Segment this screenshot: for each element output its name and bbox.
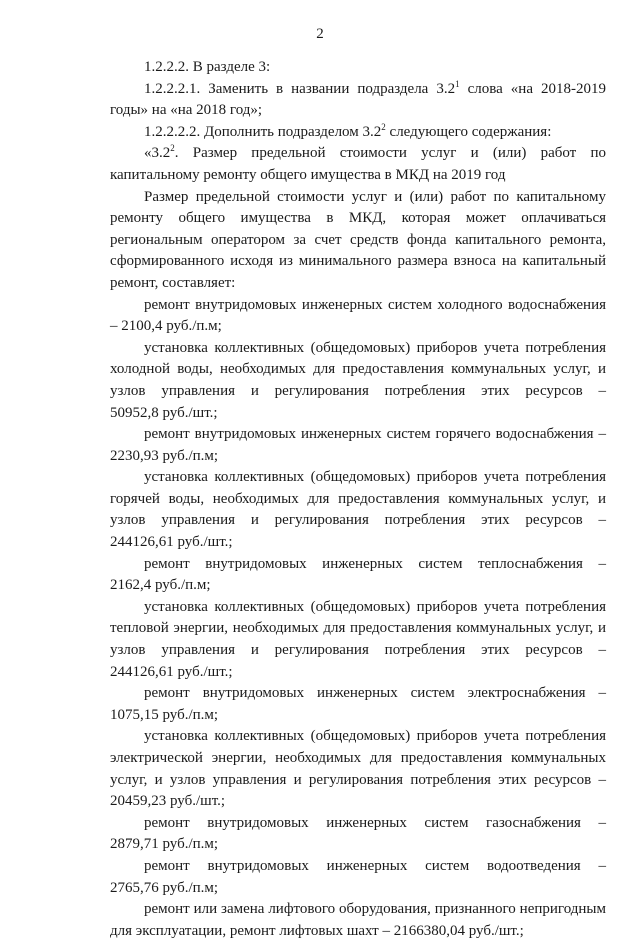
paragraph-text: «3.2 <box>144 145 171 162</box>
amendment-add <box>110 122 606 144</box>
paragraph-text: 1.2.2.2.2. Дополнить подразделом 3.2 <box>144 123 382 140</box>
cost-item-value: 244126,61 руб./шт.; <box>110 534 233 551</box>
cost-item-value: 2230,93 руб./п.м; <box>110 447 219 464</box>
subsection-title <box>110 143 606 186</box>
cost-item-value: 2162,4 руб./п.м; <box>110 577 211 594</box>
paragraph-text: следующего содержания: <box>385 123 552 140</box>
cost-item-description: ремонт внутридомовых инженерных систем горячего водоснабжения – <box>144 426 606 443</box>
cost-list-item <box>110 295 606 338</box>
superscript: 2 <box>381 121 386 132</box>
cost-item-description: ремонт внутридомовых инженерных систем водоотведения – <box>144 857 606 874</box>
paragraph-text: Размер предельной стоимости услуг и (или) работ по капитальному ремонту общего имущества в МКД, которая может оплачиваться региональным оператором за счет средств фонда капитального ремонта, сформированного исходя из минимального размера взноса на капитальный ремонт, составляет: <box>110 188 606 291</box>
cost-item-description: установка коллективных (общедомовых) приборов учета потребления горячей воды, необходимых для предоставления коммунальных услуг, и узлов управления и регулирования потребления этих ресурсов – <box>110 469 606 529</box>
superscript: 1 <box>455 78 460 89</box>
cost-list-item <box>110 899 606 942</box>
cost-item-description: установка коллективных (общедомовых) приборов учета потребления тепловой энергии, необходимых для предоставления коммунальных услуг, и узлов управления и регулирования потребления этих ресурсов – <box>110 598 606 659</box>
amendment-replace <box>110 79 606 122</box>
document-body <box>110 57 606 942</box>
cost-list <box>110 295 606 942</box>
cost-list-item <box>110 597 606 683</box>
section-heading <box>110 57 606 79</box>
cost-item-value: 20459,23 руб./шт.; <box>110 793 226 810</box>
page-number: 2 <box>316 26 324 42</box>
cost-item-value: 1075,15 руб./п.м; <box>110 706 219 723</box>
cost-list-item <box>110 554 606 597</box>
cost-item-value: 2100,4 руб./п.м; <box>121 318 222 335</box>
cost-list-item <box>110 856 606 899</box>
cost-item-description: ремонт внутридомовых инженерных систем электроснабжения – <box>144 685 606 702</box>
cost-item-description: ремонт внутридомовых инженерных систем газоснабжения – <box>144 814 606 831</box>
paragraph-text: слова «на 2018-2019 годы» на «на 2018 год»; <box>110 80 606 119</box>
cost-item-description: ремонт или замена лифтового оборудования, признанного непригодным для эксплуатации, ремонт лифтовых шахт – <box>110 901 606 939</box>
cost-item-value: 2166380,04 руб./шт.; <box>393 922 524 939</box>
paragraph-text: 1.2.2.2.1. Заменить в названии подраздела 3.2 <box>144 80 456 97</box>
cost-list-item <box>110 726 606 812</box>
cost-item-value: 244126,61 руб./шт.; <box>110 663 233 680</box>
cost-list-item <box>110 683 606 726</box>
cost-list-item <box>110 424 606 467</box>
cost-item-value: 2765,76 руб./п.м; <box>110 879 219 896</box>
paragraph-text: . Размер предельной стоимости услуг и (или) работ по капитальному ремонту общего имущества в МКД на 2019 год <box>110 145 606 183</box>
cost-item-value: 2879,71 руб./п.м; <box>110 836 219 853</box>
cost-item-value: 50952,8 руб./шт.; <box>110 404 218 421</box>
intro-paragraph <box>110 187 606 295</box>
cost-list-item <box>110 467 606 553</box>
cost-item-description: установка коллективных (общедомовых) приборов учета потребления холодной воды, необходимых для предоставления коммунальных услуг, и узлов управления и регулирования потребления этих ресурсов – <box>110 339 606 399</box>
paragraph-text: 1.2.2.2. В разделе 3: <box>144 59 271 75</box>
cost-item-description: установка коллективных (общедомовых) приборов учета потребления электрической энергии, необходимых для предоставления коммунальных услуг, и узлов управления и регулирования потребления этих ресурсов – <box>110 728 606 788</box>
superscript: 2 <box>170 143 175 154</box>
cost-item-description: ремонт внутридомовых инженерных систем холодного водоснабжения – <box>110 296 606 335</box>
cost-list-item <box>110 813 606 856</box>
cost-list-item <box>110 338 606 424</box>
cost-item-description: ремонт внутридомовых инженерных систем теплоснабжения – <box>144 555 606 572</box>
